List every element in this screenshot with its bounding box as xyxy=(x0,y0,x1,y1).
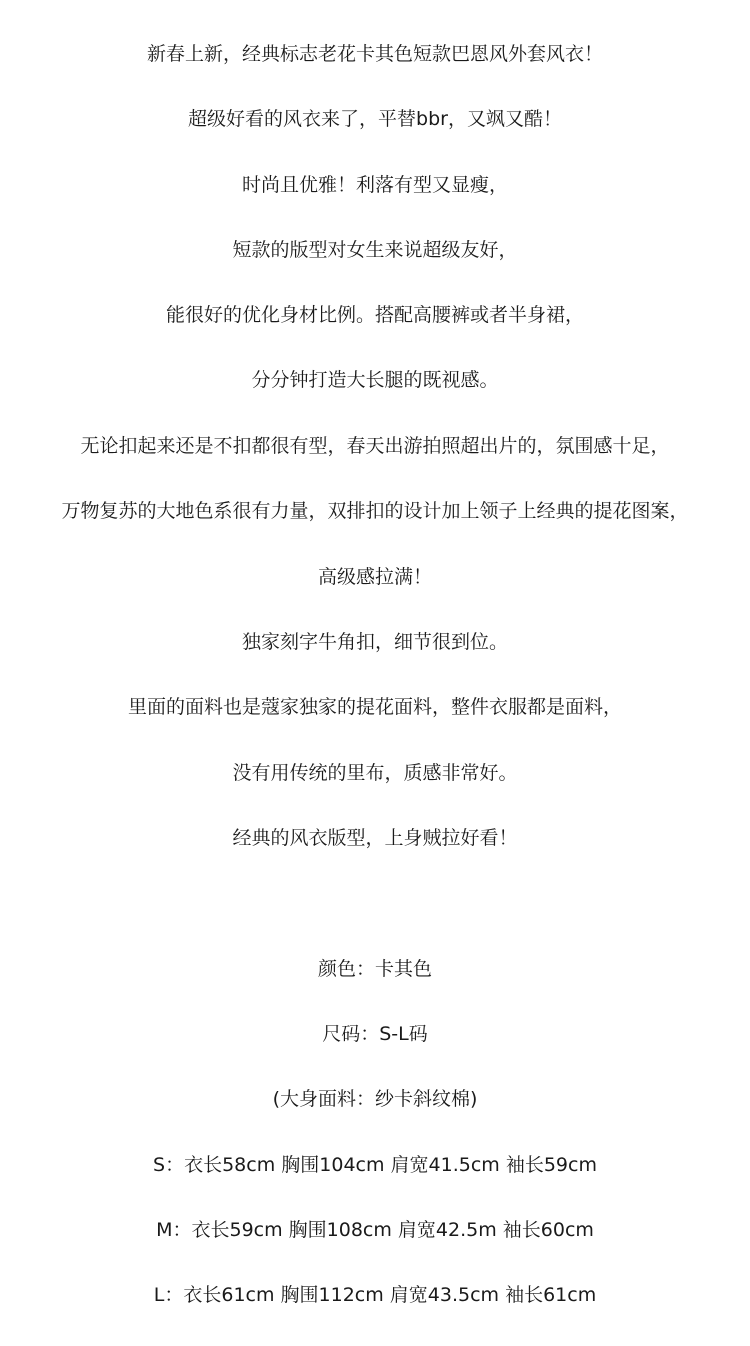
spec-material: (大身面料：纱卡斜纹棉) xyxy=(272,1088,478,1110)
description-line-3: 时尚且优雅！利落有型又显瘦， xyxy=(241,174,508,196)
spec-size-l: L：衣长61cm 胸围112cm 肩宽43.5cm 袖长61cm xyxy=(153,1284,597,1306)
description-line-8: 万物复苏的大地色系很有力量，双排扣的设计加上领子上经典的提花图案， xyxy=(61,500,689,522)
description-line-12: 没有用传统的里布，质感非常好。 xyxy=(232,762,518,784)
description-line-11: 里面的面料也是蔻家独家的提花面料，整件衣服都是面料， xyxy=(127,696,622,718)
description-line-10: 独家刻字牛角扣，细节很到位。 xyxy=(241,631,508,653)
description-line-9: 高级感拉满！ xyxy=(317,566,432,588)
spec-color: 颜色：卡其色 xyxy=(317,958,432,980)
spec-size-m: M：衣长59cm 胸围108cm 肩宽42.5m 袖长60cm xyxy=(156,1219,594,1241)
description-line-1: 新春上新，经典标志老花卡其色短款巴恩风外套风衣！ xyxy=(146,43,603,65)
description-line-6: 分分钟打造大长腿的既视感。 xyxy=(251,369,499,391)
description-line-7: 无论扣起来还是不扣都很有型，春天出游拍照超出片的，氛围感十足， xyxy=(80,435,670,457)
spec-size: 尺码：S-L码 xyxy=(322,1023,428,1045)
description-line-13: 经典的风衣版型，上身贼拉好看！ xyxy=(232,827,518,849)
spec-size-s: S：衣长58cm 胸围104cm 肩宽41.5cm 袖长59cm xyxy=(153,1154,597,1176)
description-line-5: 能很好的优化身材比例。搭配高腰裤或者半身裙， xyxy=(165,304,584,326)
description-line-2: 超级好看的风衣来了，平替bbr，又飒又酷！ xyxy=(188,108,562,130)
description-line-4: 短款的版型对女生来说超级友好， xyxy=(232,239,518,261)
